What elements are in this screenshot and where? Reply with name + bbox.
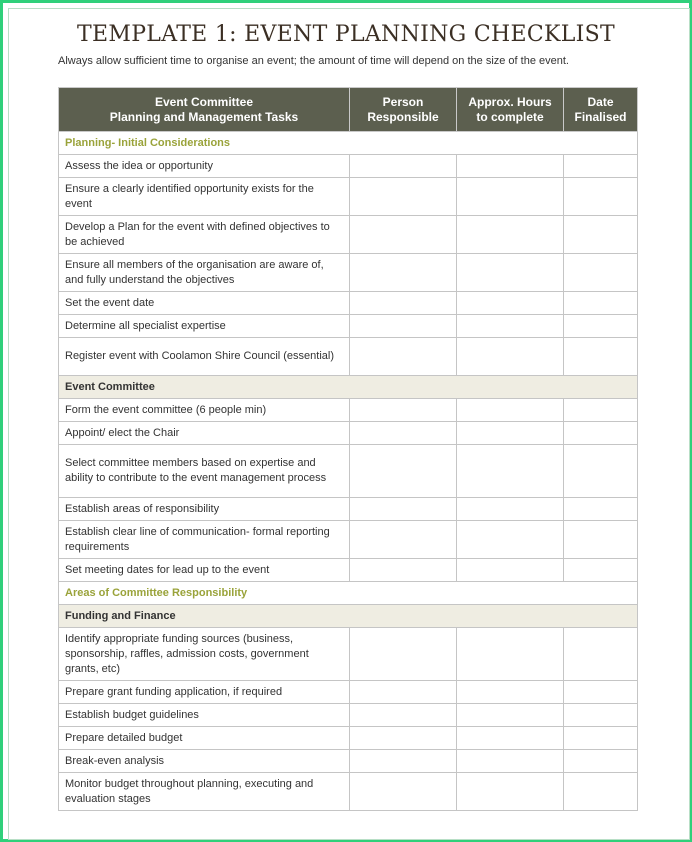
header-approx-hours bbox=[457, 88, 564, 132]
person-responsible-cell[interactable] bbox=[350, 628, 457, 681]
approx-hours-cell[interactable] bbox=[457, 727, 564, 750]
table-row bbox=[59, 498, 638, 521]
section-row bbox=[59, 376, 638, 399]
header-date-finalised bbox=[564, 88, 638, 132]
table-row bbox=[59, 681, 638, 704]
person-responsible-cell[interactable] bbox=[350, 422, 457, 445]
task-cell: Establish areas of responsibility bbox=[59, 498, 350, 521]
approx-hours-cell[interactable] bbox=[457, 498, 564, 521]
header-date-line1: Date bbox=[587, 94, 614, 109]
table-row bbox=[59, 399, 638, 422]
date-finalised-cell[interactable] bbox=[564, 498, 638, 521]
table-row bbox=[59, 704, 638, 727]
date-finalised-cell[interactable] bbox=[564, 216, 638, 254]
table-row bbox=[59, 338, 638, 376]
task-cell: Appoint/ elect the Chair bbox=[59, 422, 350, 445]
task-cell: Develop a Plan for the event with defined objectives to be achieved bbox=[59, 216, 350, 254]
table-row bbox=[59, 315, 638, 338]
date-finalised-cell[interactable] bbox=[564, 178, 638, 216]
person-responsible-cell[interactable] bbox=[350, 338, 457, 376]
section-row bbox=[59, 605, 638, 628]
person-responsible-cell[interactable] bbox=[350, 704, 457, 727]
approx-hours-cell[interactable] bbox=[457, 422, 564, 445]
header-person-line2: Responsible bbox=[367, 109, 439, 124]
approx-hours-cell[interactable] bbox=[457, 628, 564, 681]
table-row bbox=[59, 445, 638, 498]
date-finalised-cell[interactable] bbox=[564, 338, 638, 376]
task-cell: Determine all specialist expertise bbox=[59, 315, 350, 338]
approx-hours-cell[interactable] bbox=[457, 399, 564, 422]
approx-hours-cell[interactable] bbox=[457, 338, 564, 376]
header-person-line1: Person bbox=[382, 94, 424, 109]
page-title: TEMPLATE 1: EVENT PLANNING CHECKLIST bbox=[77, 22, 615, 47]
table-row bbox=[59, 216, 638, 254]
approx-hours-cell[interactable] bbox=[457, 216, 564, 254]
approx-hours-cell[interactable] bbox=[457, 445, 564, 498]
date-finalised-cell[interactable] bbox=[564, 750, 638, 773]
person-responsible-cell[interactable] bbox=[350, 315, 457, 338]
date-finalised-cell[interactable] bbox=[564, 315, 638, 338]
date-finalised-cell[interactable] bbox=[564, 628, 638, 681]
task-cell: Identify appropriate funding sources (business, sponsorship, raffles, admission costs, government grants, etc) bbox=[59, 628, 350, 681]
table-row bbox=[59, 422, 638, 445]
task-cell: Prepare grant funding application, if required bbox=[59, 681, 350, 704]
approx-hours-cell[interactable] bbox=[457, 681, 564, 704]
table-row bbox=[59, 559, 638, 582]
person-responsible-cell[interactable] bbox=[350, 216, 457, 254]
table-row bbox=[59, 727, 638, 750]
section-heading: Planning- Initial Considerations bbox=[59, 132, 638, 155]
person-responsible-cell[interactable] bbox=[350, 773, 457, 811]
person-responsible-cell[interactable] bbox=[350, 155, 457, 178]
table-row bbox=[59, 254, 638, 292]
person-responsible-cell[interactable] bbox=[350, 292, 457, 315]
task-cell: Ensure a clearly identified opportunity exists for the event bbox=[59, 178, 350, 216]
person-responsible-cell[interactable] bbox=[350, 445, 457, 498]
person-responsible-cell[interactable] bbox=[350, 254, 457, 292]
date-finalised-cell[interactable] bbox=[564, 292, 638, 315]
date-finalised-cell[interactable] bbox=[564, 422, 638, 445]
header-tasks-line1: Event Committee bbox=[154, 94, 254, 109]
approx-hours-cell[interactable] bbox=[457, 750, 564, 773]
approx-hours-cell[interactable] bbox=[457, 773, 564, 811]
approx-hours-cell[interactable] bbox=[457, 521, 564, 559]
person-responsible-cell[interactable] bbox=[350, 521, 457, 559]
table-row bbox=[59, 773, 638, 811]
person-responsible-cell[interactable] bbox=[350, 498, 457, 521]
task-cell: Ensure all members of the organisation are aware of, and fully understand the objectives bbox=[59, 254, 350, 292]
date-finalised-cell[interactable] bbox=[564, 254, 638, 292]
table-row bbox=[59, 521, 638, 559]
date-finalised-cell[interactable] bbox=[564, 559, 638, 582]
date-finalised-cell[interactable] bbox=[564, 155, 638, 178]
approx-hours-cell[interactable] bbox=[457, 559, 564, 582]
person-responsible-cell[interactable] bbox=[350, 399, 457, 422]
date-finalised-cell[interactable] bbox=[564, 399, 638, 422]
task-cell: Register event with Coolamon Shire Council (essential) bbox=[59, 338, 350, 376]
header-tasks-line2: Planning and Management Tasks bbox=[109, 109, 299, 124]
date-finalised-cell[interactable] bbox=[564, 727, 638, 750]
task-cell: Set the event date bbox=[59, 292, 350, 315]
person-responsible-cell[interactable] bbox=[350, 727, 457, 750]
header-person-responsible bbox=[350, 88, 457, 132]
approx-hours-cell[interactable] bbox=[457, 704, 564, 727]
task-cell: Assess the idea or opportunity bbox=[59, 155, 350, 178]
date-finalised-cell[interactable] bbox=[564, 681, 638, 704]
page-subtitle: Always allow sufficient time to organise an event; the amount of time will depend on the size of the event. bbox=[58, 55, 569, 67]
approx-hours-cell[interactable] bbox=[457, 178, 564, 216]
person-responsible-cell[interactable] bbox=[350, 750, 457, 773]
person-responsible-cell[interactable] bbox=[350, 178, 457, 216]
table-row bbox=[59, 750, 638, 773]
approx-hours-cell[interactable] bbox=[457, 315, 564, 338]
section-heading: Event Committee bbox=[59, 376, 638, 399]
header-tasks bbox=[59, 88, 350, 132]
section-heading: Areas of Committee Responsibility bbox=[59, 582, 638, 605]
task-cell: Prepare detailed budget bbox=[59, 727, 350, 750]
person-responsible-cell[interactable] bbox=[350, 559, 457, 582]
date-finalised-cell[interactable] bbox=[564, 773, 638, 811]
approx-hours-cell[interactable] bbox=[457, 292, 564, 315]
task-cell: Establish budget guidelines bbox=[59, 704, 350, 727]
section-row bbox=[59, 132, 638, 155]
task-cell: Establish clear line of communication- formal reporting requirements bbox=[59, 521, 350, 559]
header-hours-line1: Approx. Hours bbox=[468, 94, 552, 109]
task-cell: Monitor budget throughout planning, executing and evaluation stages bbox=[59, 773, 350, 811]
approx-hours-cell[interactable] bbox=[457, 254, 564, 292]
approx-hours-cell[interactable] bbox=[457, 155, 564, 178]
person-responsible-cell[interactable] bbox=[350, 681, 457, 704]
section-row bbox=[59, 582, 638, 605]
date-finalised-cell[interactable] bbox=[564, 521, 638, 559]
event-checklist-table bbox=[58, 87, 638, 811]
task-cell: Select committee members based on expertise and ability to contribute to the event management process bbox=[59, 445, 350, 498]
task-cell: Set meeting dates for lead up to the event bbox=[59, 559, 350, 582]
task-cell: Form the event committee (6 people min) bbox=[59, 399, 350, 422]
section-heading: Funding and Finance bbox=[59, 605, 638, 628]
date-finalised-cell[interactable] bbox=[564, 445, 638, 498]
header-hours-line2: to complete bbox=[476, 109, 544, 124]
table-header-row bbox=[59, 88, 638, 132]
table-row bbox=[59, 178, 638, 216]
table-row bbox=[59, 628, 638, 681]
task-cell: Break-even analysis bbox=[59, 750, 350, 773]
table-row bbox=[59, 292, 638, 315]
checklist-body bbox=[59, 132, 638, 811]
header-date-line2: Finalised bbox=[574, 109, 627, 124]
date-finalised-cell[interactable] bbox=[564, 704, 638, 727]
table-row bbox=[59, 155, 638, 178]
